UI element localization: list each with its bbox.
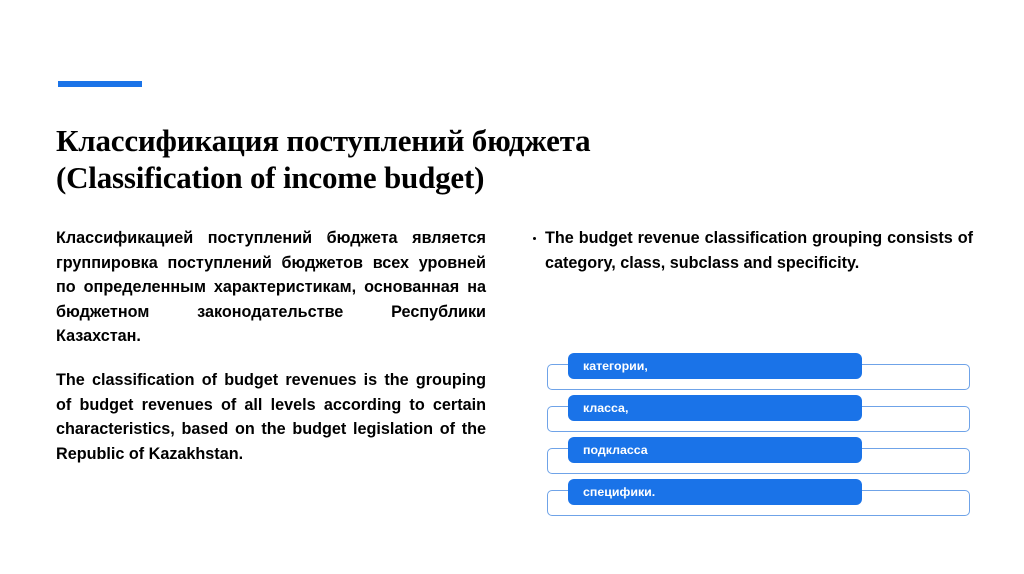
list-item-bar[interactable] bbox=[568, 479, 862, 505]
list-item[interactable] bbox=[545, 436, 975, 478]
list-item-label: категории, bbox=[583, 359, 648, 373]
list-item[interactable] bbox=[545, 352, 975, 394]
page-title-line-2: (Classification of income budget) bbox=[56, 160, 485, 195]
classification-stack-list bbox=[545, 352, 975, 520]
accent-bar bbox=[58, 81, 142, 87]
paragraph-english: The classification of budget revenues is the grouping of budget revenues of all levels according to certain characteristics, based on the budget legislation of the Republic of Kazakhstan. bbox=[56, 370, 486, 463]
page-title-line-1: Классификация поступлений бюджета bbox=[56, 123, 591, 158]
bullet-list-item bbox=[533, 226, 973, 275]
list-item[interactable] bbox=[545, 394, 975, 436]
list-item[interactable] bbox=[545, 478, 975, 520]
paragraph-russian: Классификацией поступлений бюджета является группировка поступлений бюджетов всех уровней по определенным характеристикам, основанная на бюджетном законодательстве Республики Казахстан. bbox=[56, 229, 486, 346]
list-item-label: подкласса bbox=[583, 443, 648, 457]
bullet-text: The budget revenue classification grouping consists of category, class, subclass and specificity. bbox=[545, 229, 973, 272]
page-title bbox=[56, 122, 816, 196]
list-item-label: специфики. bbox=[583, 485, 656, 499]
left-text-column bbox=[56, 226, 486, 466]
bullet-dot-icon bbox=[533, 237, 536, 240]
right-text-column bbox=[533, 226, 973, 275]
list-item-bar[interactable] bbox=[568, 353, 862, 379]
list-item-bar[interactable] bbox=[568, 437, 862, 463]
list-item-bar[interactable] bbox=[568, 395, 862, 421]
list-item-label: класса, bbox=[583, 401, 629, 415]
